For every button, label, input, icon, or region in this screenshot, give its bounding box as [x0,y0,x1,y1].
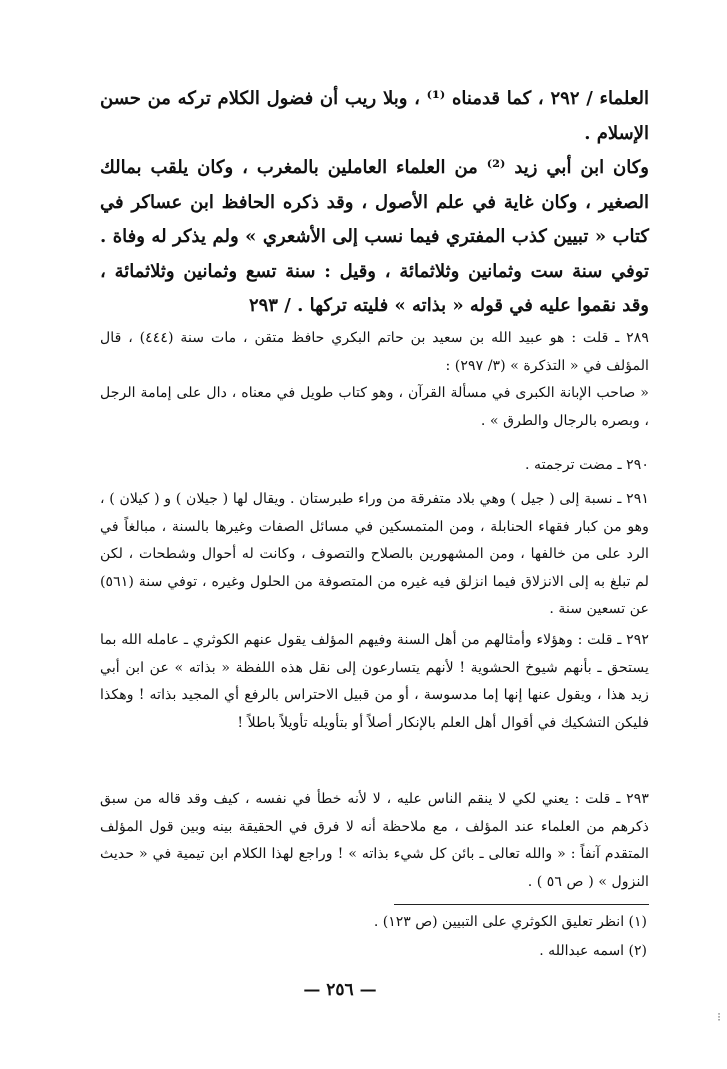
comment-293 [100,786,649,896]
footnote-1: (١) انظر تعليق الكوثري على التبيين (ص ١٢٣) . [373,914,647,930]
comment-291-text: ٢٩١ ـ نسبة إلى ( جيل ) وهي بلاد متفرقة من وراء طبرستان . ويقال لها ( جيلان ) و ( كيلان ) ، وهو من كبار فقهاء الحنابلة ، ومن المتمسكين في مسائل الصفات وغيرها بالسنة ، مبالغاً في الرد على من خالفها ، ومن المشهورين بالصلاح والتصوف ، وكانت له أحوال وشطحات ، لكن لم تبلغ به إلى الانزلاق فيما انزلق فيه غيره من المتصوفة من الحلول وغيره ، توفي سنة (٥٦١) عن تسعين سنة . [100,491,649,618]
main-paragraph-2: وكان ابن أبي زيد ⁽²⁾ من العلماء العاملين بالمغرب ، وكان يلقب بمالك الصغير ، وكان غاية في علم الأصول ، وقد ذكره الحافظ ابن عساكر في كتاب « تبيين كذب المفتري فيما نسب إلى الأشعري » ولم يذكر له وفاة . توفي سنة ست وثمانين وثلاثمائة ، وقيل : سنة تسع وثمانين وثلاثمائة ، وقد نقموا عليه في قوله « بذاته » فليته تركها . / ٢٩٣ [100,157,649,316]
scan-speck: ⁝ [717,1010,721,1024]
comment-290-text: ٢٩٠ ـ مضت ترجمته . [524,457,649,473]
comment-290 [100,452,649,480]
comment-289-quote: « صاحب الإبانة الكبرى في مسألة القرآن ، وهو كتاب طويل في معناه ، دال على إمامة الرجل ، وبصره بالرجال والطرق » . [100,385,649,429]
comment-291 [100,486,649,624]
footnotes [247,908,647,966]
comment-289-line-1: ٢٨٩ ـ قلت : هو عبيد الله بن سعيد بن حاتم البكري حافظ متقن ، مات سنة (٤٤٤) ، قال المؤلف في « التذكرة » (٣/ ٢٩٧) : [100,330,649,374]
footnote-divider [394,904,649,905]
footnote-2: (٢) اسمه عبدالله . [539,943,647,959]
comment-289 [100,325,649,435]
main-paragraph-1: العلماء / ٢٩٢ ، كما قدمناه ⁽¹⁾ ، وبلا ريب أن فضول الكلام تركه من حسن الإسلام . [100,88,650,144]
comment-292-text: ٢٩٢ ـ قلت : وهؤلاء وأمثالهم من أهل السنة وفيهم المؤلف يقول عنهم الكوثري ـ عامله الله بما يستحق ـ بأنهم شيوخ الحشوية ! لأنهم يتسارعون إلى نقل هذه اللفظة « بذاته » عن ابن أبي زيد هذا ، ويقول عنها إنها إما مدسوسة ، أو من قبيل الاحتراس بالرفع أي المجيد بذاته ! وهكذا فليكن التشكيك في أقوال أهل العلم بالإنكار أصلاً أو بتأويله تأويلاً باطلاً ! [100,632,649,731]
page-number: — ٢٥٦ — [303,980,377,1000]
comment-292 [100,627,649,737]
main-text [100,82,649,324]
comment-293-text: ٢٩٣ ـ قلت : يعني لكي لا ينقم الناس عليه ، لا لأنه خطأ في نفسه ، كيف وقد قاله من سبق ذكرهم من العلماء عند المؤلف ، مع ملاحظة أنه لا فرق في الحقيقة بينه وبين قول المؤلف المتقدم آنفاً : « والله تعالى ـ بائن كل شيء بذاته » ! وراجع لهذا الكلام ابن تيمية في « حديث النزول » ( ص ٥٦ ) . [100,791,649,890]
